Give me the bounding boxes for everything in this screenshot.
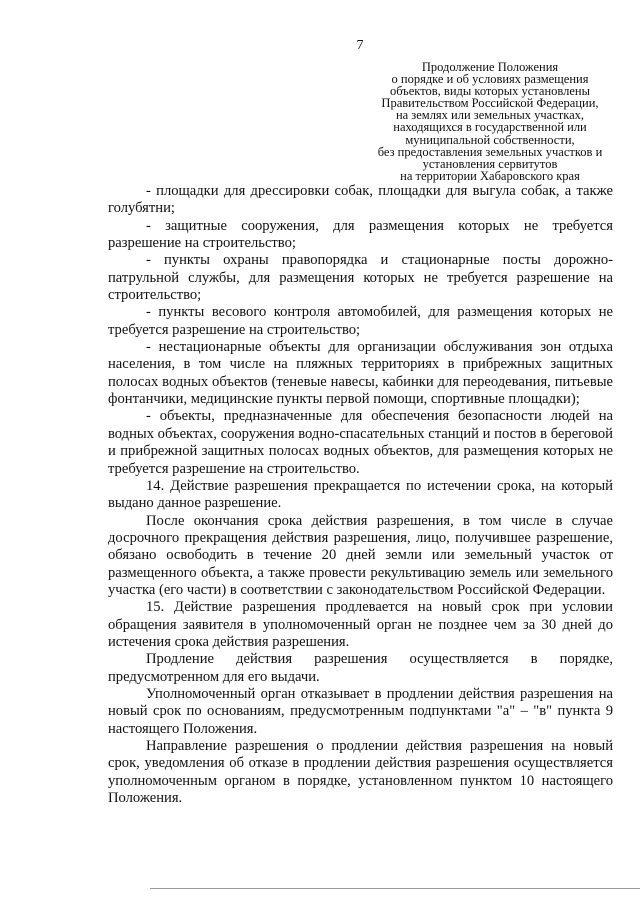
paragraph: - площадки для дрессировки собак, площадки для выгула собак, а также голубятни; bbox=[108, 183, 613, 217]
page-number: 7 bbox=[356, 38, 364, 53]
paragraph: После окончания срока действия разрешения, в том числе в случае досрочного прекращения действия разрешения, лицо, получившее разрешение, обязано освободить в течение 20 дней земли или земельный участок от размещенного объекта, а также провести рекультивацию земель или земельного участка (его части) в соответствии с законодательством Российской Федерации. bbox=[108, 512, 613, 598]
header-line: Продолжение Положения bbox=[421, 60, 559, 74]
paragraph: 14. Действие разрешения прекращается по истечении срока, на который выдано данное разрешение. bbox=[108, 477, 613, 512]
header-line: о порядке и об условиях размещения bbox=[391, 72, 589, 87]
paragraph: 15. Действие разрешения продлевается на новый срок при условии обращения заявителя в уполномоченный орган не позднее чем за 30 дней до истечения срока действия разрешения. bbox=[108, 599, 613, 650]
paragraph: Направление разрешения о продлении действия разрешения на новый срок, уведомления об отказе в продлении действия разрешения осуществляется уполномоченным органом в порядке, установленном пунктом 10 настоящего Положения. bbox=[108, 738, 613, 807]
paragraph: - пункты охраны правопорядка и стационарные посты дорожно-патрульной службы, для размещения которых не требуется разрешение на строительство; bbox=[108, 252, 613, 304]
paragraph: Уполномоченный орган отказывает в продлении действия разрешения на новый срок по основаниям, предусмотренным подпунктами "а" – "в" пункта 9 настоящего Положения. bbox=[108, 685, 613, 737]
header-line: Правительством Российской Федерации, bbox=[381, 96, 599, 111]
header-line: объектов, виды которых установлены bbox=[390, 84, 590, 99]
header-line: без предоставления земельных участков и bbox=[377, 144, 603, 159]
header-line: на территории Хабаровского края bbox=[400, 168, 580, 183]
header-line: установления сервитутов bbox=[422, 156, 558, 171]
header-line: находящихся в государственной или bbox=[393, 120, 587, 135]
paragraph: - защитные сооружения, для размещения которых не требуется разрешение на строительство; bbox=[108, 217, 613, 252]
header-line: муниципальной собственности, bbox=[405, 132, 575, 147]
scan-edge-line bbox=[150, 888, 640, 889]
paragraph: - объекты, предназначенные для обеспечения безопасности людей на водных объектах, сооружения водно-спасательных станций и постов в береговой и прибрежной защитных полосах водных объектов, для размещения которых не требуется разрешение на строительство. bbox=[108, 408, 613, 477]
paragraph: Продление действия разрешения осуществляется в порядке, предусмотренном для его выдачи. bbox=[108, 651, 613, 685]
paragraph: - нестационарные объекты для организации обслуживания зон отдыха населения, в том числе на пляжных территориях в прибрежных защитных полосах водных объектов (теневые навесы, кабинки для переодевания, питьевые фонтанчики, медицинские пункты первой помощи, спортивные площадки); bbox=[108, 339, 613, 408]
document-header bbox=[368, 61, 612, 182]
paragraph: - пункты весового контроля автомобилей, для размещения которых не требуется разрешение на строительство; bbox=[108, 304, 613, 338]
document-body bbox=[108, 183, 613, 807]
header-line: на землях или земельных участках, bbox=[395, 108, 585, 123]
